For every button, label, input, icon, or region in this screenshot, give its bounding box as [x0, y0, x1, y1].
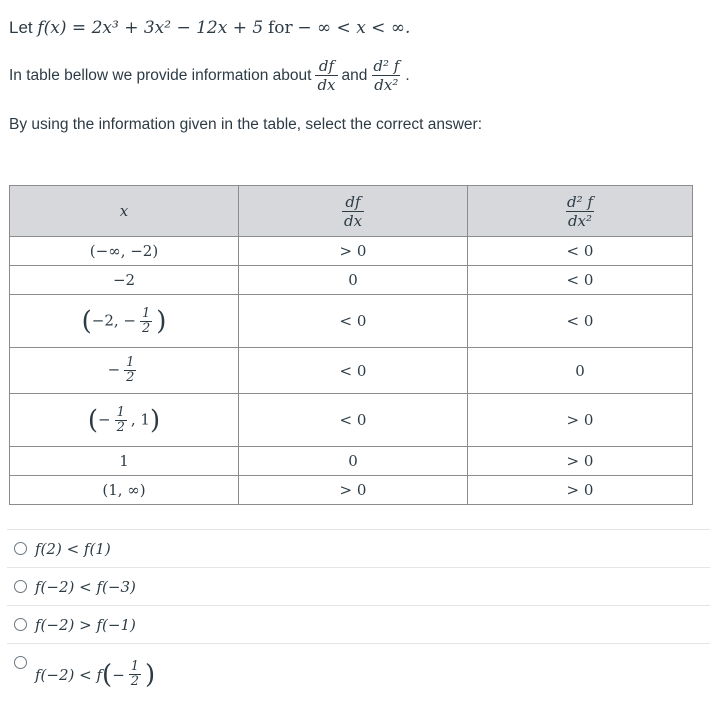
- first-derivative-cell: < 0: [239, 394, 468, 447]
- instruction-text: By using the information given in the table, select the correct answer:: [9, 116, 482, 133]
- intro-line: [9, 18, 410, 38]
- x-cell: (−2, − $\frac{1}{2}$ ): [10, 295, 239, 348]
- x-header: x: [10, 186, 239, 237]
- domain-expression: − ∞ < x < ∞.: [297, 18, 411, 38]
- second-derivative-cell: > 0: [468, 394, 693, 447]
- table-row: [10, 394, 693, 447]
- second-derivative-header: $\frac{\text{d² f}}{\text{dx²}}$: [468, 186, 693, 237]
- radio-button[interactable]: [14, 580, 27, 593]
- table-row: [10, 237, 693, 266]
- first-derivative-cell: 0: [239, 266, 468, 295]
- x-cell: −2: [10, 266, 239, 295]
- table-row: [10, 266, 693, 295]
- answer-option-3[interactable]: [7, 605, 710, 643]
- second-derivative-cell: > 0: [468, 447, 693, 476]
- answer-options: [7, 529, 710, 699]
- second-derivative-cell: > 0: [468, 476, 693, 505]
- first-derivative-cell: > 0: [239, 237, 468, 266]
- answer-option-1[interactable]: [7, 529, 710, 567]
- option-label: f(−2) < f ( − $\frac{1}{2}$ ): [35, 659, 156, 690]
- first-derivative-denominator: dx: [317, 76, 336, 94]
- period: .: [405, 66, 410, 84]
- first-derivative-numerator: df: [318, 57, 335, 75]
- table-intro-line: [9, 57, 410, 94]
- first-derivative-header: $\frac{df}{dx}$: [239, 186, 468, 237]
- radio-button[interactable]: [14, 656, 27, 669]
- first-derivative-cell: < 0: [239, 348, 468, 394]
- and-word: and: [341, 66, 368, 84]
- answer-option-2[interactable]: [7, 567, 710, 605]
- table-intro-text: In table bellow we provide information about: [9, 66, 312, 84]
- table-row: [10, 348, 693, 394]
- first-derivative-cell: 0: [239, 447, 468, 476]
- radio-button[interactable]: [14, 542, 27, 555]
- let-word: Let: [9, 18, 33, 37]
- option-label: f(2) < f(1): [35, 539, 111, 558]
- option-label: f(−2) < f(−3): [35, 577, 136, 596]
- table-row: [10, 295, 693, 348]
- x-cell: (− $\frac{1}{2}$ , 1): [10, 394, 239, 447]
- x-cell: 1: [10, 447, 239, 476]
- second-derivative-cell: < 0: [468, 237, 693, 266]
- answer-option-4[interactable]: [7, 643, 710, 699]
- second-derivative-cell: < 0: [468, 295, 693, 348]
- first-derivative-cell: > 0: [239, 476, 468, 505]
- x-cell: (1, ∞): [10, 476, 239, 505]
- second-derivative-cell: 0: [468, 348, 693, 394]
- for-word: for: [267, 18, 293, 38]
- second-derivative-numerator: d² f: [373, 57, 400, 75]
- second-derivative-cell: < 0: [468, 266, 693, 295]
- second-derivative-fraction: [371, 57, 401, 94]
- derivative-table: [9, 185, 693, 505]
- first-derivative-cell: < 0: [239, 295, 468, 348]
- table-row: [10, 447, 693, 476]
- radio-button[interactable]: [14, 618, 27, 631]
- x-cell: − $\frac{1}{2}$: [10, 348, 239, 394]
- function-expression: f(x) = 2x³ + 3x² − 12x + 5: [37, 18, 264, 38]
- second-derivative-denominator: dx²: [374, 76, 399, 94]
- first-derivative-fraction: [315, 57, 337, 94]
- option-label: f(−2) > f(−1): [35, 615, 136, 634]
- x-cell: (−∞, −2): [10, 237, 239, 266]
- table-header-row: [10, 186, 693, 237]
- table-row: [10, 476, 693, 505]
